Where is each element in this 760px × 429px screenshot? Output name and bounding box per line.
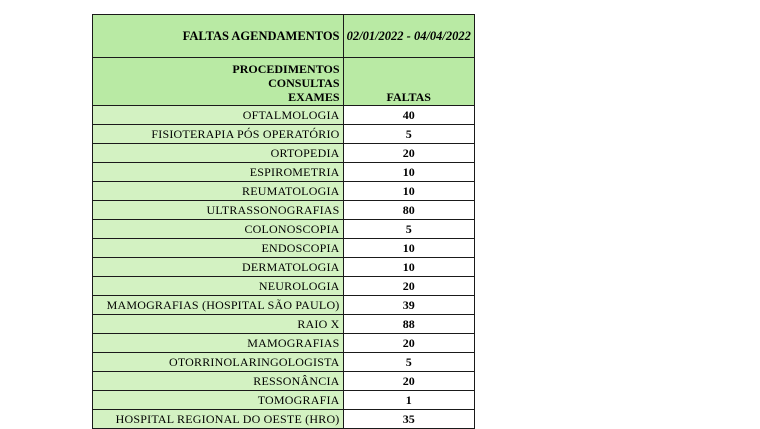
procedure-name: RAIO X bbox=[93, 315, 344, 334]
table-row bbox=[93, 277, 475, 296]
table-row bbox=[93, 315, 475, 334]
faltas-count: 88 bbox=[343, 315, 474, 334]
faltas-count: 20 bbox=[343, 372, 474, 391]
faltas-table-body bbox=[93, 15, 475, 429]
procedure-name: DERMATOLOGIA bbox=[93, 258, 344, 277]
faltas-header: FALTAS bbox=[343, 58, 474, 106]
procedures-header bbox=[93, 58, 344, 106]
faltas-count: 80 bbox=[343, 201, 474, 220]
procedure-name: MAMOGRAFIAS bbox=[93, 334, 344, 353]
procedure-name: ENDOSCOPIA bbox=[93, 239, 344, 258]
procedure-name: ULTRASSONOGRAFIAS bbox=[93, 201, 344, 220]
column-header-row bbox=[93, 58, 475, 106]
faltas-count: 20 bbox=[343, 334, 474, 353]
faltas-count: 1 bbox=[343, 391, 474, 410]
faltas-count: 20 bbox=[343, 144, 474, 163]
faltas-count: 40 bbox=[343, 106, 474, 125]
faltas-count: 10 bbox=[343, 163, 474, 182]
faltas-count: 5 bbox=[343, 353, 474, 372]
title-row bbox=[93, 15, 475, 58]
procedure-name: RESSONÂNCIA bbox=[93, 372, 344, 391]
table-row bbox=[93, 163, 475, 182]
procedure-name: TOMOGRAFIA bbox=[93, 391, 344, 410]
faltas-count: 35 bbox=[343, 410, 474, 429]
table-row bbox=[93, 220, 475, 239]
procedure-name: ORTOPEDIA bbox=[93, 144, 344, 163]
table-row bbox=[93, 296, 475, 315]
header-line-consultas: CONSULTAS bbox=[268, 76, 340, 90]
procedure-name: NEUROLOGIA bbox=[93, 277, 344, 296]
procedure-name: COLONOSCOPIA bbox=[93, 220, 344, 239]
table-row bbox=[93, 372, 475, 391]
faltas-count: 5 bbox=[343, 125, 474, 144]
faltas-count: 5 bbox=[343, 220, 474, 239]
faltas-count: 20 bbox=[343, 277, 474, 296]
table-row bbox=[93, 106, 475, 125]
table-row bbox=[93, 391, 475, 410]
table-row bbox=[93, 334, 475, 353]
procedure-name: REUMATOLOGIA bbox=[93, 182, 344, 201]
header-line-exames: EXAMES bbox=[288, 90, 340, 104]
header-line-procedimentos: PROCEDIMENTOS bbox=[232, 62, 340, 76]
table-row bbox=[93, 182, 475, 201]
table-row bbox=[93, 144, 475, 163]
procedure-name: HOSPITAL REGIONAL DO OESTE (HRO) bbox=[93, 410, 344, 429]
table-title: FALTAS AGENDAMENTOS bbox=[93, 15, 344, 58]
procedure-name: OFTALMOLOGIA bbox=[93, 106, 344, 125]
procedure-name: OTORRINOLARINGOLOGISTA bbox=[93, 353, 344, 372]
procedure-name: ESPIROMETRIA bbox=[93, 163, 344, 182]
faltas-count: 10 bbox=[343, 258, 474, 277]
table-row bbox=[93, 353, 475, 372]
table-row bbox=[93, 258, 475, 277]
procedure-name: FISIOTERAPIA PÓS OPERATÓRIO bbox=[93, 125, 344, 144]
procedure-name: MAMOGRAFIAS (HOSPITAL SÃO PAULO) bbox=[93, 296, 344, 315]
faltas-count: 39 bbox=[343, 296, 474, 315]
table-row bbox=[93, 239, 475, 258]
faltas-count: 10 bbox=[343, 182, 474, 201]
faltas-count: 10 bbox=[343, 239, 474, 258]
table-row bbox=[93, 201, 475, 220]
table-row bbox=[93, 125, 475, 144]
table-row bbox=[93, 410, 475, 429]
faltas-table bbox=[92, 14, 475, 429]
period-range: 02/01/2022 - 04/04/2022 bbox=[343, 15, 474, 58]
